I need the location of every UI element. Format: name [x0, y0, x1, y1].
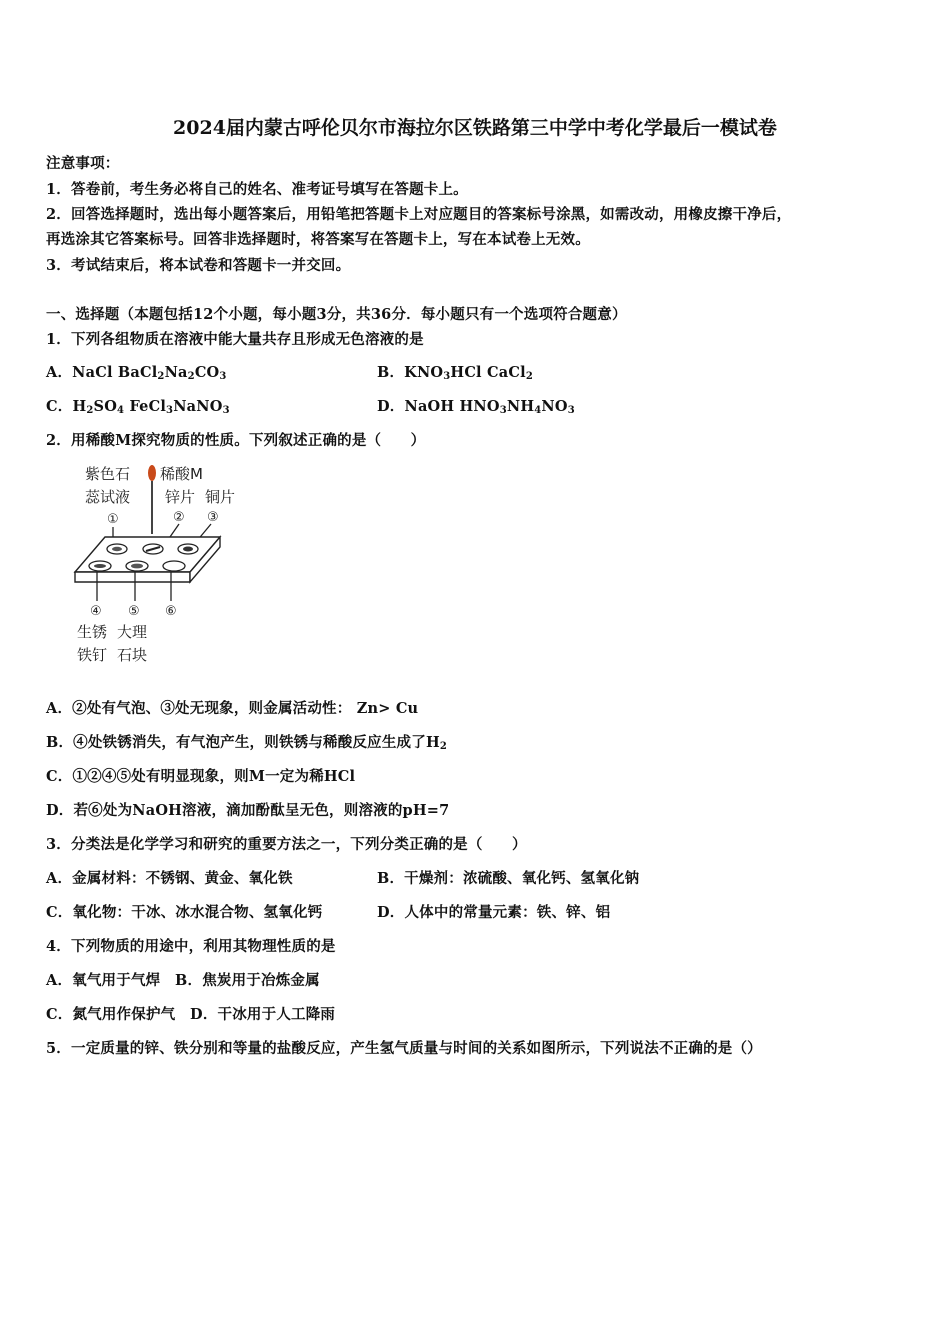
- label-marble: 大理: [117, 623, 148, 641]
- page-title: 2024届内蒙古呼伦贝尔市海拉尔区铁路第三中学中考化学最后一模试卷: [173, 117, 777, 139]
- q4-options-cd: C．氮气用作保护气 D．干冰用于人工降雨: [46, 1006, 336, 1023]
- label-marble: 石块: [117, 646, 148, 664]
- spot-plate-figure: [55, 460, 255, 670]
- q1-option-a: A．NaCl $BaCl_2Na_2CO_3$: [46, 364, 227, 382]
- q4-options-ab: A．氧气用于气焊 B．焦炭用于冶炼金属: [46, 972, 320, 989]
- q3-option-b: B．干燥剂：浓硫酸、氧化钙、氢氧化钠: [377, 870, 640, 887]
- label-n2: ②: [173, 510, 185, 525]
- plate-front: [75, 572, 190, 582]
- dropper-bulb: [148, 465, 156, 481]
- q2-option-b: B．④处铁锈消失，有气泡产生，则铁锈与稀酸反应生成了$H_2$: [46, 734, 448, 752]
- question-1-stem: 1．下列各组物质在溶液中能大量共存且形成无色溶液的是: [46, 331, 424, 348]
- question-3-stem: 3．分类法是化学学习和研究的重要方法之一，下列分类正确的是（ ）: [46, 836, 527, 853]
- notice-item: 2．回答选择题时，选出每小题答案后，用铅笔把答题卡上对应题目的答案标号涂黑，如需改动，用橡皮擦干净后，: [46, 206, 792, 223]
- notice-heading: 注意事项：: [46, 155, 120, 172]
- question-2-stem: 2．用稀酸M探究物质的性质。下列叙述正确的是（ ）: [46, 432, 426, 449]
- label-litmus: 蕊试液: [85, 488, 131, 506]
- label-acid: 稀酸M: [160, 465, 203, 483]
- q3-option-d: D．人体中的常量元素：铁、锌、铝: [377, 904, 611, 921]
- question-4-stem: 4．下列物质的用途中，利用其物理性质的是: [46, 938, 336, 955]
- label-rusty-nail: 铁钉: [77, 646, 108, 664]
- question-5-stem: 5．一定质量的锌、铁分别和等量的盐酸反应，产生氢气质量与时间的关系如图所示，下列说法不正确的是（）: [46, 1040, 762, 1057]
- q1-option-b: B．$KNO_3HCl$ CaCl$_2$: [377, 364, 533, 382]
- label-n4: ④: [90, 604, 102, 619]
- label-litmus: 紫色石: [85, 465, 131, 483]
- notice-item: 3．考试结束后，将本试卷和答题卡一并交回。: [46, 257, 351, 274]
- q2-option-c: C．①②④⑤处有明显现象，则M一定为稀HCl: [46, 768, 356, 785]
- label-copper: 铜片: [205, 488, 236, 506]
- q2-option-d: D．若⑥处为NaOH溶液，滴加酚酞呈无色，则溶液的pH=7: [46, 802, 450, 819]
- label-n1: ①: [107, 512, 119, 527]
- q3-option-a: A．金属材料：不锈钢、黄金、氧化铁: [46, 870, 293, 887]
- notice-item: 再选涂其它答案标号。回答非选择题时，将答案写在答题卡上，写在本试卷上无效。: [46, 231, 590, 248]
- q1-option-c: C．$H_2SO_4$ FeCl$_3$NaNO$_3$: [46, 398, 230, 416]
- section-heading: 一、选择题（本题包括12个小题，每小题3分，共36分．每小题只有一个选项符合题意）: [46, 306, 627, 323]
- label-rusty-nail: 生锈: [77, 623, 108, 641]
- notice-item: 1．答卷前，考生务必将自己的姓名、准考证号填写在答题卡上。: [46, 181, 468, 198]
- q3-option-c: C．氧化物：干冰、冰水混合物、氢氧化钙: [46, 904, 323, 921]
- label-zinc: 锌片: [165, 488, 196, 506]
- q1-option-d: D．NaOH $HNO_3NH_4NO_3$: [377, 398, 575, 416]
- label-n3: ③: [207, 510, 219, 525]
- q2-option-a: A．②处有气泡、③处无现象，则金属活动性： Zn> Cu: [46, 700, 419, 717]
- label-n6: ⑥: [165, 604, 177, 619]
- label-n5: ⑤: [128, 604, 140, 619]
